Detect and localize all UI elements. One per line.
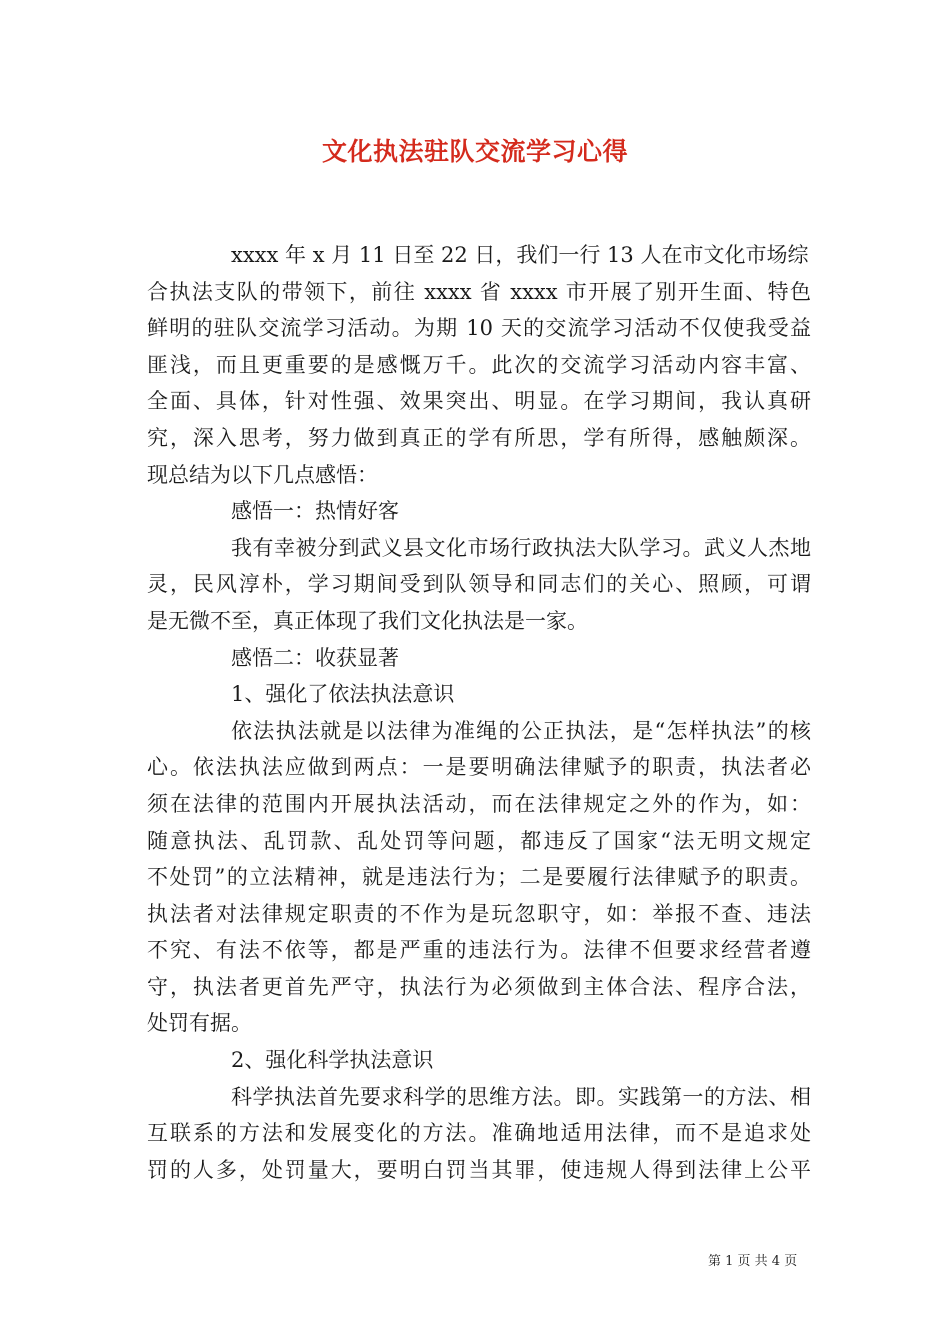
text-line: 究，深入思考，努力做到真正的学有所思，学有所得，感触颇深。 — [147, 425, 811, 450]
text-line: 罚的人多，处罚量大，要明白罚当其罪，使违规人得到法律上公平 — [147, 1157, 811, 1182]
document-title: 文化执法驻队交流学习心得 — [321, 137, 628, 166]
text-line: 是无微不至，真正体现了我们文化执法是一家。 — [147, 608, 588, 633]
text-line: 全面、具体，针对性强、效果突出、明显。在学习期间，我认真研 — [147, 389, 811, 414]
text-line: 灵，民风淳朴，学习期间受到队领导和同志们的关心、照顾，可谓 — [147, 572, 811, 597]
text-line: 随意执法、乱罚款、乱处罚等问题，都违反了国家“法无明文规定 — [147, 828, 811, 853]
text-line: 互联系的方法和发展变化的方法。准确地适用法律，而不是追求处 — [147, 1121, 811, 1146]
page-number: 第 1 页 共 4 页 — [708, 1254, 798, 1269]
text-line: 不处罚”的立法精神，就是违法行为；二是要履行法律赋予的职责。 — [147, 865, 811, 890]
text-line: 守，执法者更首先严守，执法行为必须做到主体合法、程序合法， — [147, 974, 811, 999]
text-line: 须在法律的范围内开展执法活动，而在法律规定之外的作为，如： — [147, 791, 811, 816]
subsection-heading: 1、强化了依法执法意识 — [231, 682, 455, 707]
text-line: xxxx 年 x 月 11 日至 22 日，我们一行 13 人在市文化市场综 — [231, 243, 809, 267]
text-line: 心。依法执法应做到两点：一是要明确法律赋予的职责，执法者必 — [147, 755, 811, 780]
text-line: 匪浅，而且更重要的是感慨万千。此次的交流学习活动内容丰富、 — [147, 352, 811, 377]
document-body — [147, 237, 811, 1188]
section-heading: 感悟二：收获显著 — [231, 645, 399, 670]
subsection-heading: 2、强化科学执法意识 — [231, 1048, 434, 1073]
section-heading: 感悟一：热情好客 — [231, 499, 399, 524]
text-line: 依法执法就是以法律为准绳的公正执法，是“怎样执法”的核 — [231, 718, 811, 743]
text-line: 处罚有据。 — [147, 1011, 252, 1036]
text-line: 执法者对法律规定职责的不作为是玩忽职守，如：举报不查、违法 — [147, 901, 811, 926]
text-line: 现总结为以下几点感悟： — [147, 462, 378, 487]
text-line: 科学执法首先要求科学的思维方法。即。实践第一的方法、相 — [231, 1084, 811, 1109]
text-line: 鲜明的驻队交流学习活动。为期 10 天的交流学习活动不仅使我受益 — [147, 316, 811, 341]
text-line: 不究、有法不依等，都是严重的违法行为。法律不但要求经营者遵 — [147, 938, 811, 963]
text-line: 合执法支队的带领下，前往 xxxx 省 xxxx 市开展了别开生面、特色 — [147, 279, 811, 304]
text-line: 我有幸被分到武义县文化市场行政执法大队学习。武义人杰地 — [231, 535, 811, 560]
